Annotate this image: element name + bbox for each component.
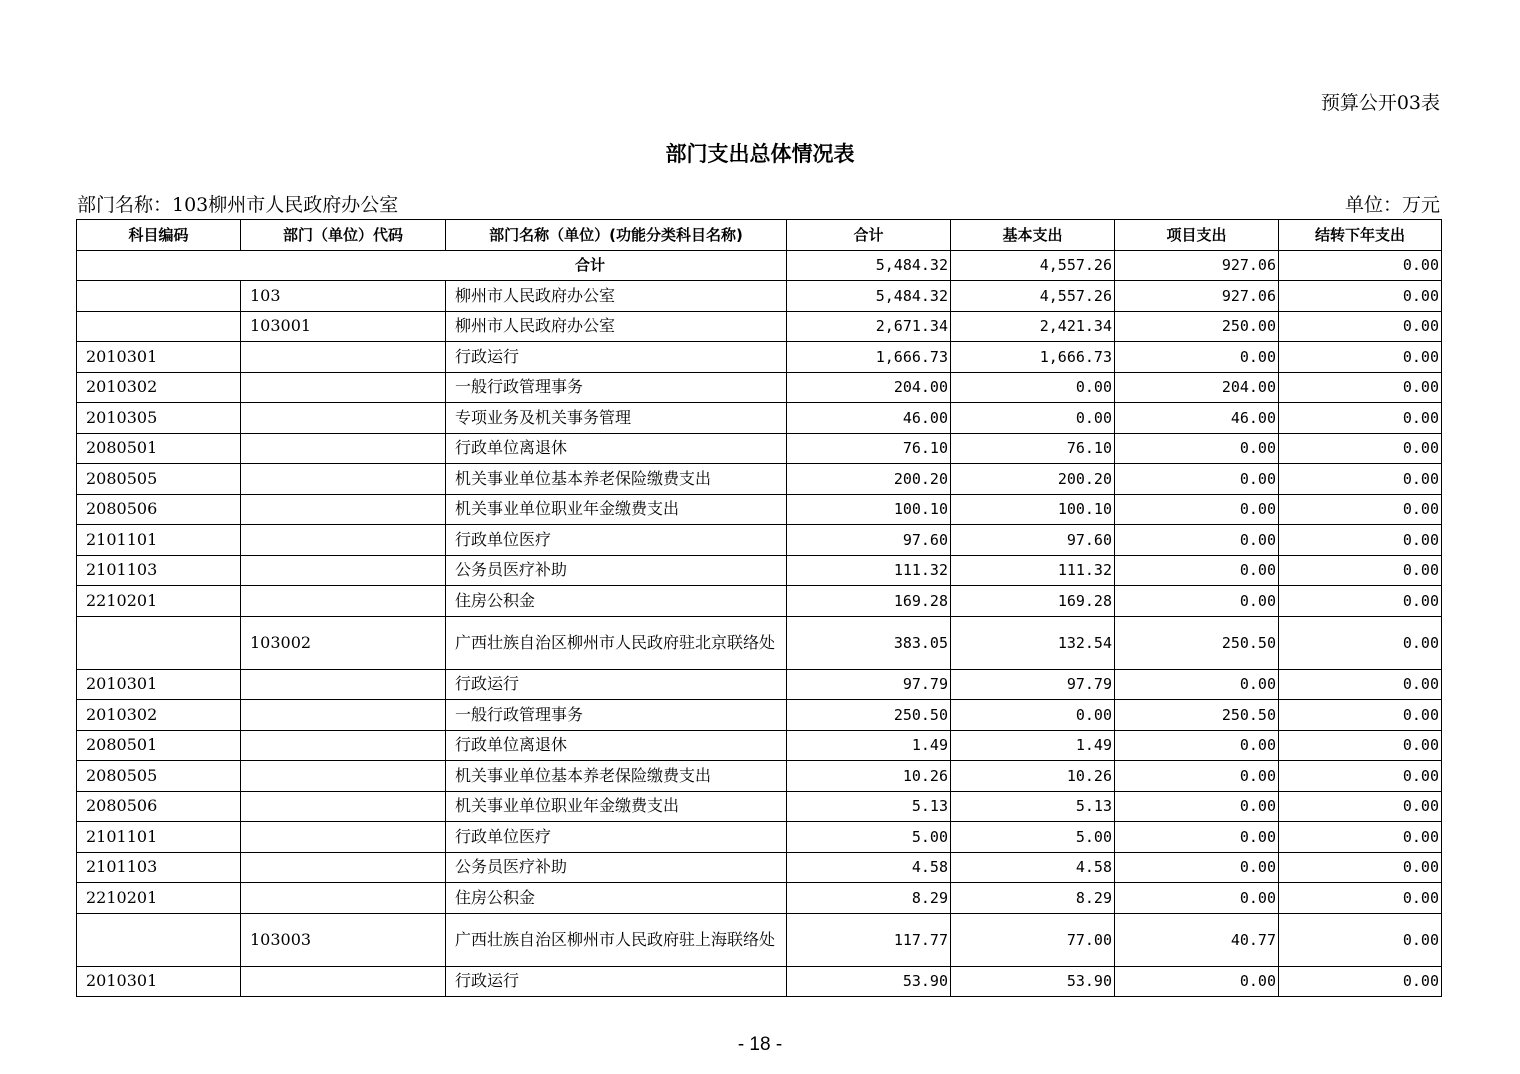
item-name-cell: 住房公积金 [446, 883, 787, 914]
table-row [77, 883, 1442, 914]
project-expense-cell: 0.00 [1115, 494, 1279, 525]
unit-code-cell [241, 883, 446, 914]
project-expense-cell: 46.00 [1115, 403, 1279, 434]
carryover-cell: 0.00 [1279, 822, 1442, 853]
total-cell: 5.13 [787, 791, 951, 822]
table-row [77, 464, 1442, 495]
total-amount: 5,484.32 [787, 250, 951, 281]
carryover-cell: 0.00 [1279, 433, 1442, 464]
table-row [77, 403, 1442, 434]
expenditure-table [76, 219, 1442, 997]
table-row [77, 281, 1442, 312]
subject-code-cell: 2101103 [77, 555, 241, 586]
item-name-cell: 行政单位离退休 [446, 433, 787, 464]
carryover-cell: 0.00 [1279, 700, 1442, 731]
unit-label: 单位：万元 [1344, 194, 1440, 216]
project-expense-cell: 40.77 [1115, 913, 1279, 966]
carryover-cell: 0.00 [1279, 913, 1442, 966]
item-name-cell: 行政运行 [446, 966, 787, 997]
table-row [77, 669, 1442, 700]
unit-code-cell [241, 403, 446, 434]
basic-expense-cell: 5.13 [951, 791, 1115, 822]
table-row [77, 966, 1442, 997]
basic-expense-cell: 97.79 [951, 669, 1115, 700]
project-expense-cell: 0.00 [1115, 586, 1279, 617]
basic-expense-cell: 8.29 [951, 883, 1115, 914]
unit-code-cell: 103 [241, 281, 446, 312]
carryover-cell: 0.00 [1279, 464, 1442, 495]
total-row [77, 250, 1442, 281]
item-name-cell: 行政运行 [446, 342, 787, 373]
basic-expense-cell: 4.58 [951, 852, 1115, 883]
total-cell: 204.00 [787, 372, 951, 403]
project-expense-cell: 0.00 [1115, 822, 1279, 853]
column-header: 部门（单位）代码 [241, 220, 446, 251]
page-title: 部门支出总体情况表 [665, 142, 855, 166]
total-cell: 5.00 [787, 822, 951, 853]
unit-code-cell [241, 342, 446, 373]
total-cell: 10.26 [787, 761, 951, 792]
basic-expense-cell: 1.49 [951, 730, 1115, 761]
total-cell: 169.28 [787, 586, 951, 617]
carryover-cell: 0.00 [1279, 494, 1442, 525]
carryover-cell: 0.00 [1279, 372, 1442, 403]
table-row [77, 791, 1442, 822]
carryover-cell: 0.00 [1279, 730, 1442, 761]
unit-code-cell [241, 791, 446, 822]
table-row [77, 525, 1442, 556]
project-expense-cell: 0.00 [1115, 883, 1279, 914]
unit-code-cell [241, 525, 446, 556]
unit-code-cell [241, 372, 446, 403]
basic-expense-cell: 76.10 [951, 433, 1115, 464]
item-name-cell: 行政单位医疗 [446, 822, 787, 853]
subject-code-cell [77, 913, 241, 966]
table-row [77, 700, 1442, 731]
project-expense-cell: 250.50 [1115, 700, 1279, 731]
subject-code-cell: 2010302 [77, 700, 241, 731]
unit-code-cell [241, 586, 446, 617]
total-cell: 8.29 [787, 883, 951, 914]
subject-code-cell: 2101101 [77, 822, 241, 853]
subject-code-cell [77, 616, 241, 669]
column-header: 项目支出 [1115, 220, 1279, 251]
table-row [77, 913, 1442, 966]
unit-code-cell [241, 464, 446, 495]
basic-expense-cell: 1,666.73 [951, 342, 1115, 373]
item-name-cell: 公务员医疗补助 [446, 555, 787, 586]
item-name-cell: 机关事业单位职业年金缴费支出 [446, 494, 787, 525]
basic-expense-cell: 200.20 [951, 464, 1115, 495]
item-name-cell: 行政运行 [446, 669, 787, 700]
item-name-cell: 柳州市人民政府办公室 [446, 281, 787, 312]
basic-expense-cell: 53.90 [951, 966, 1115, 997]
total-cell: 100.10 [787, 494, 951, 525]
project-expense-cell: 0.00 [1115, 730, 1279, 761]
subject-code-cell: 2010301 [77, 966, 241, 997]
table-row [77, 852, 1442, 883]
subject-code-cell: 2080501 [77, 433, 241, 464]
carryover-cell: 0.00 [1279, 281, 1442, 312]
table-row [77, 311, 1442, 342]
subject-code-cell: 2210201 [77, 883, 241, 914]
unit-code-cell [241, 669, 446, 700]
subject-code-cell [77, 281, 241, 312]
carryover-cell: 0.00 [1279, 403, 1442, 434]
table-row [77, 730, 1442, 761]
item-name-cell: 机关事业单位基本养老保险缴费支出 [446, 464, 787, 495]
carryover-cell: 0.00 [1279, 586, 1442, 617]
table-row [77, 342, 1442, 373]
column-header: 合计 [787, 220, 951, 251]
carryover-cell: 0.00 [1279, 669, 1442, 700]
item-name-cell: 行政单位离退休 [446, 730, 787, 761]
total-cell: 46.00 [787, 403, 951, 434]
unit-code-cell [241, 822, 446, 853]
basic-expense-cell: 5.00 [951, 822, 1115, 853]
project-expense-cell: 0.00 [1115, 525, 1279, 556]
project-expense-cell: 0.00 [1115, 669, 1279, 700]
item-name-cell: 公务员医疗补助 [446, 852, 787, 883]
unit-code-cell: 103003 [241, 913, 446, 966]
basic-expense-cell: 111.32 [951, 555, 1115, 586]
total-cell: 4.58 [787, 852, 951, 883]
total-label: 合计 [77, 250, 787, 281]
total-cell: 1.49 [787, 730, 951, 761]
item-name-cell: 一般行政管理事务 [446, 700, 787, 731]
total-cell: 97.60 [787, 525, 951, 556]
table-row [77, 761, 1442, 792]
basic-expense-cell: 10.26 [951, 761, 1115, 792]
subject-code-cell: 2010302 [77, 372, 241, 403]
basic-expense-cell: 4,557.26 [951, 281, 1115, 312]
unit-code-cell [241, 494, 446, 525]
total-basic: 4,557.26 [951, 250, 1115, 281]
column-header: 基本支出 [951, 220, 1115, 251]
subject-code-cell: 2101103 [77, 852, 241, 883]
item-name-cell: 柳州市人民政府办公室 [446, 311, 787, 342]
column-header: 科目编码 [77, 220, 241, 251]
project-expense-cell: 0.00 [1115, 761, 1279, 792]
column-header: 部门名称（单位）(功能分类科目名称) [446, 220, 787, 251]
carryover-cell: 0.00 [1279, 525, 1442, 556]
subject-code-cell [77, 311, 241, 342]
table-header-row [77, 220, 1442, 251]
column-header: 结转下年支出 [1279, 220, 1442, 251]
table-row [77, 586, 1442, 617]
project-expense-cell: 0.00 [1115, 464, 1279, 495]
item-name-cell: 广西壮族自治区柳州市人民政府驻北京联络处 [446, 616, 787, 669]
item-name-cell: 机关事业单位基本养老保险缴费支出 [446, 761, 787, 792]
subject-code-cell: 2080506 [77, 791, 241, 822]
carryover-cell: 0.00 [1279, 555, 1442, 586]
table-row [77, 616, 1442, 669]
subject-code-cell: 2210201 [77, 586, 241, 617]
project-expense-cell: 0.00 [1115, 342, 1279, 373]
total-cell: 200.20 [787, 464, 951, 495]
unit-code-cell [241, 700, 446, 731]
table-row [77, 433, 1442, 464]
subject-code-cell: 2080506 [77, 494, 241, 525]
carryover-cell: 0.00 [1279, 761, 1442, 792]
project-expense-cell: 0.00 [1115, 555, 1279, 586]
department-name: 部门名称：103柳州市人民政府办公室 [77, 194, 399, 216]
unit-code-cell [241, 852, 446, 883]
carryover-cell: 0.00 [1279, 791, 1442, 822]
table-row [77, 372, 1442, 403]
carryover-cell: 0.00 [1279, 342, 1442, 373]
carryover-cell: 0.00 [1279, 966, 1442, 997]
subject-code-cell: 2080505 [77, 761, 241, 792]
basic-expense-cell: 2,421.34 [951, 311, 1115, 342]
item-name-cell: 一般行政管理事务 [446, 372, 787, 403]
unit-code-cell: 103001 [241, 311, 446, 342]
unit-code-cell [241, 966, 446, 997]
total-cell: 383.05 [787, 616, 951, 669]
total-cell: 250.50 [787, 700, 951, 731]
basic-expense-cell: 0.00 [951, 403, 1115, 434]
subject-code-cell: 2080505 [77, 464, 241, 495]
total-cell: 53.90 [787, 966, 951, 997]
total-cell: 5,484.32 [787, 281, 951, 312]
project-expense-cell: 250.50 [1115, 616, 1279, 669]
project-expense-cell: 204.00 [1115, 372, 1279, 403]
total-cell: 111.32 [787, 555, 951, 586]
project-expense-cell: 927.06 [1115, 281, 1279, 312]
project-expense-cell: 0.00 [1115, 791, 1279, 822]
carryover-cell: 0.00 [1279, 852, 1442, 883]
table-row [77, 494, 1442, 525]
total-cell: 2,671.34 [787, 311, 951, 342]
item-name-cell: 住房公积金 [446, 586, 787, 617]
subject-code-cell: 2101101 [77, 525, 241, 556]
project-expense-cell: 0.00 [1115, 852, 1279, 883]
unit-code-cell [241, 761, 446, 792]
page-number: - 18 - [737, 1034, 783, 1055]
item-name-cell: 专项业务及机关事务管理 [446, 403, 787, 434]
subject-code-cell: 2080501 [77, 730, 241, 761]
item-name-cell: 广西壮族自治区柳州市人民政府驻上海联络处 [446, 913, 787, 966]
basic-expense-cell: 0.00 [951, 700, 1115, 731]
basic-expense-cell: 132.54 [951, 616, 1115, 669]
carryover-cell: 0.00 [1279, 616, 1442, 669]
basic-expense-cell: 77.00 [951, 913, 1115, 966]
project-expense-cell: 250.00 [1115, 311, 1279, 342]
total-cell: 1,666.73 [787, 342, 951, 373]
table-row [77, 822, 1442, 853]
unit-code-cell [241, 555, 446, 586]
subject-code-cell: 2010301 [77, 669, 241, 700]
subject-code-cell: 2010301 [77, 342, 241, 373]
table-row [77, 555, 1442, 586]
total-cell: 76.10 [787, 433, 951, 464]
carryover-cell: 0.00 [1279, 883, 1442, 914]
unit-code-cell: 103002 [241, 616, 446, 669]
project-expense-cell: 0.00 [1115, 433, 1279, 464]
total-cell: 117.77 [787, 913, 951, 966]
basic-expense-cell: 169.28 [951, 586, 1115, 617]
project-expense-cell: 0.00 [1115, 966, 1279, 997]
total-project: 927.06 [1115, 250, 1279, 281]
item-name-cell: 机关事业单位职业年金缴费支出 [446, 791, 787, 822]
total-cell: 97.79 [787, 669, 951, 700]
unit-code-cell [241, 433, 446, 464]
unit-code-cell [241, 730, 446, 761]
basic-expense-cell: 0.00 [951, 372, 1115, 403]
table-code: 预算公开03表 [1320, 92, 1440, 114]
basic-expense-cell: 97.60 [951, 525, 1115, 556]
basic-expense-cell: 100.10 [951, 494, 1115, 525]
total-carry: 0.00 [1279, 250, 1442, 281]
carryover-cell: 0.00 [1279, 311, 1442, 342]
item-name-cell: 行政单位医疗 [446, 525, 787, 556]
subject-code-cell: 2010305 [77, 403, 241, 434]
